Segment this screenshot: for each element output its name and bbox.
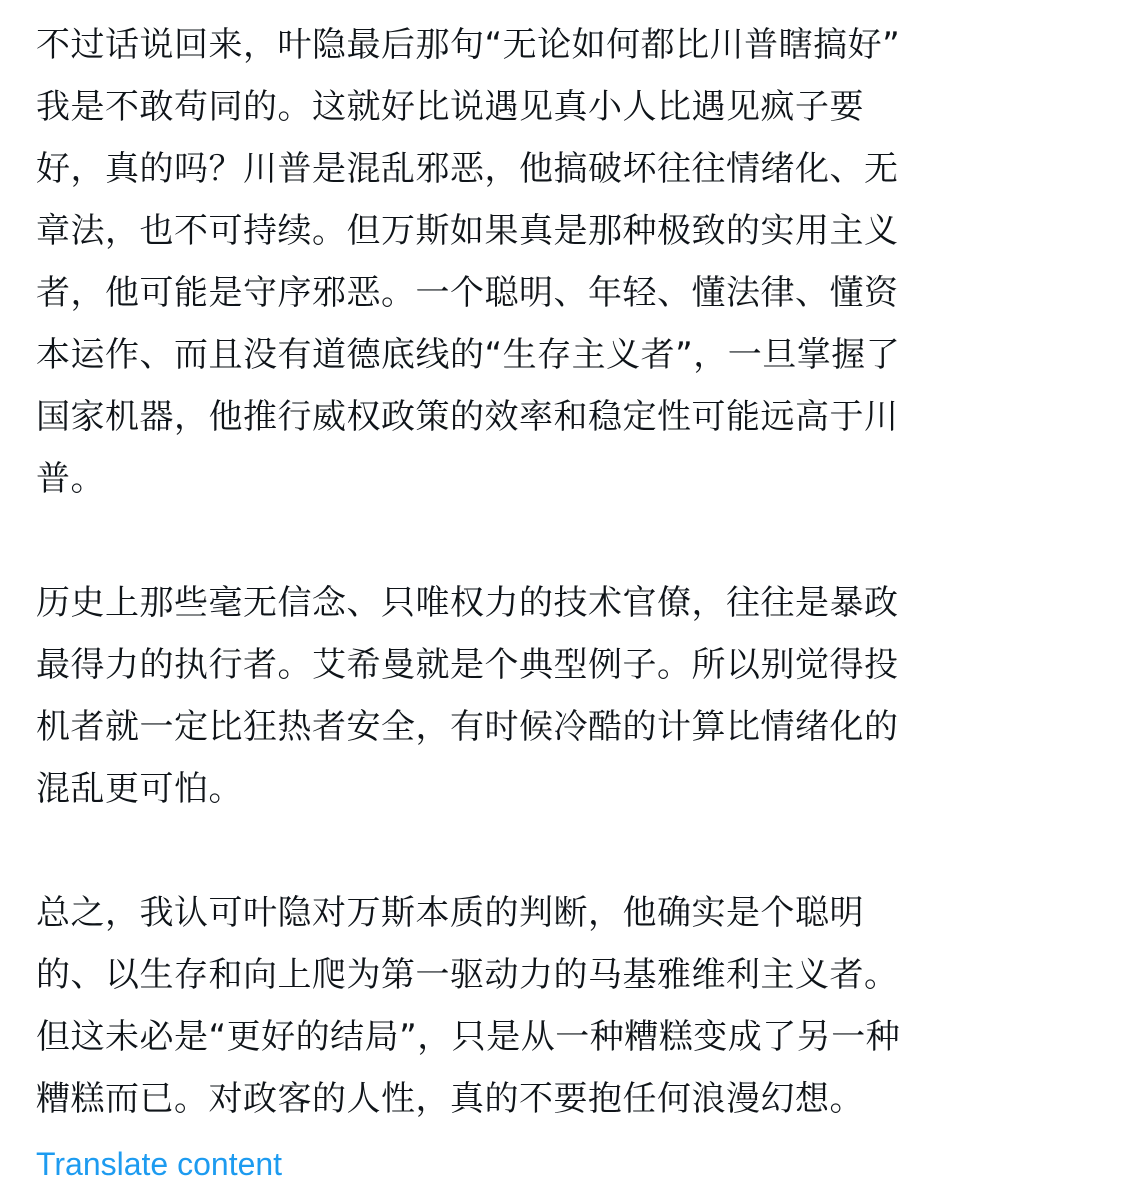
text-line: 本运作、而且没有道德底线的“生存主义者”，一旦掌握了 <box>36 335 901 375</box>
translate-content-link[interactable]: Translate content <box>36 1146 283 1182</box>
post-paragraph-2 <box>36 572 1116 820</box>
text-line: 但这未必是“更好的结局”，只是从一种糟糕变成了另一种 <box>36 1017 901 1057</box>
text-line: 好，真的吗？川普是混乱邪恶，他搞破坏往往情绪化、无 <box>36 149 899 189</box>
text-line: 不过话说回来，叶隐最后那句“无论如何都比川普瞎搞好” <box>36 25 901 65</box>
text-line: 糟糕而已。对政客的人性，真的不要抱任何浪漫幻想。 <box>36 1079 864 1119</box>
text-line: 混乱更可怕。 <box>36 769 243 809</box>
text-line: 国家机器，他推行威权政策的效率和稳定性可能远高于川 <box>36 397 899 437</box>
paragraph-gap <box>36 820 1116 882</box>
paragraph-gap <box>36 510 1116 572</box>
text-line: 我是不敢苟同的。这就好比说遇见真小人比遇见疯子要 <box>36 87 864 127</box>
text-line: 者，他可能是守序邪恶。一个聪明、年轻、懂法律、懂资 <box>36 273 899 313</box>
text-line: 章法，也不可持续。但万斯如果真是那种极致的实用主义 <box>36 211 899 251</box>
post-paragraph-1 <box>36 0 1116 510</box>
text-line: 普。 <box>36 459 105 499</box>
text-line: 机者就一定比狂热者安全，有时候冷酷的计算比情绪化的 <box>36 707 899 747</box>
post-paragraph-3 <box>36 882 1116 1130</box>
text-line: 历史上那些毫无信念、只唯权力的技术官僚，往往是暴政 <box>36 583 899 623</box>
text-line: 最得力的执行者。艾希曼就是个典型例子。所以别觉得投 <box>36 645 899 685</box>
text-line: 的、以生存和向上爬为第一驱动力的马基雅维利主义者。 <box>36 955 899 995</box>
post-body <box>36 0 1116 1130</box>
text-line: 总之，我认可叶隐对万斯本质的判断，他确实是个聪明 <box>36 893 864 933</box>
